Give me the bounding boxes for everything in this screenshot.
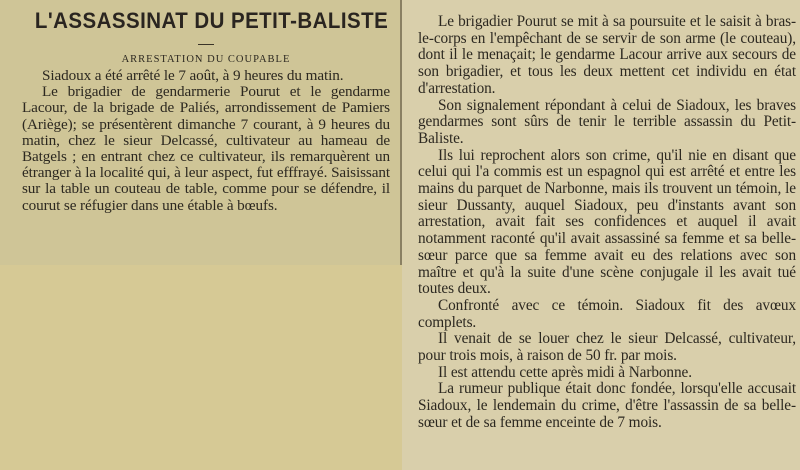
paragraph: Le brigadier Pourut se mit à sa poursuite et le saisit à bras-le-corps en l'empêchant de se servir de son arme (le couteau), dont il le menaçait; le gendarme Lacour arrive aux secours de son brigadier, et tous les deux mettent cet individu en état d'arrestation. <box>418 13 796 97</box>
paragraph: Il est attendu cette après midi à Narbonne. <box>438 363 692 381</box>
blank-paper-area <box>0 265 402 470</box>
right-column <box>402 0 800 470</box>
paragraph: Confronté avec ce témoin. Siadoux fit des avœux complets. <box>418 296 796 331</box>
left-column <box>0 0 400 265</box>
article-title: L'ASSASSINAT DU PETIT-BALISTE <box>34 8 389 33</box>
paragraph: Le brigadier de gendarmerie Pourut et le gendarme Lacour, de la brigade de Paliés, arrondissement de Pamiers (Ariège); se présentèrent dimanche 7 courant, à 9 heures du matin, chez le sieur Delcassé, cultivateur au hameau de Batgels ; en entrant chez ce cultivateur, ils remarquèrent un étranger à la localité qui, à leur aspect, fut efffrayé. Saisissant sur la table un couteau de table, comme pour se défendre, il courut se réfugier dans une étable à bœufs. <box>22 83 390 214</box>
paragraph: Il venait de se louer chez le sieur Delcassé, cultivateur, pour trois mois, à raison de 50 fr. par mois. <box>418 330 796 365</box>
paragraph: Ils lui reprochent alors son crime, qu'il nie en disant que celui qui l'a commis est un espagnol qui est arrêté et entre les mains du parquet de Narbonne, mais ils trouvent un témoin, le sieur Dussanty, auquel Siadoux, peu d'instants avant son arrestation, avait fait ses confidences et auquel il avait notamment raconté qu'il avait assassiné sa femme et sa belle-sœur parce que sa femme avait eu des relations avec son maître et qu'à la suite d'une scène conjugale il les avait tué toutes deux. <box>418 146 796 298</box>
paragraph: Son signalement répondant à celui de Siadoux, les braves gendarmes sont sûrs de tenir le terrible assassin du Petit-Baliste. <box>418 96 796 147</box>
article-subtitle: ARRESTATION DU COUPABLE <box>121 54 291 65</box>
paragraph: La rumeur publique était donc fondée, lorsqu'elle accusait Siadoux, le lendemain du crime, d'être l'assassin de sa belle-sœur et de sa femme enceinte de 7 mois. <box>418 380 796 431</box>
title-rule <box>198 44 214 45</box>
paragraph: Siadoux a été arrêté le 7 août, à 9 heures du matin. <box>42 67 344 84</box>
